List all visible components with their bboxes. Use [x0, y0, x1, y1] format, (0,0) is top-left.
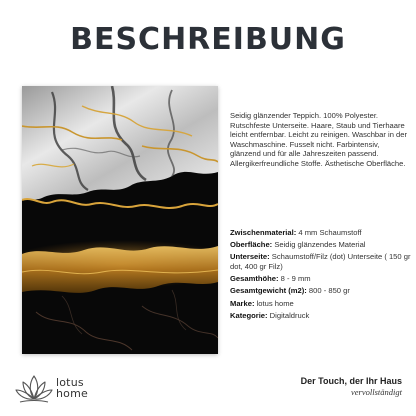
spec-value: 800 - 850 gr: [306, 286, 350, 296]
spec-value: 8 - 9 mm: [278, 274, 311, 284]
product-description: Seidig glänzender Teppich. 100% Polyester. Rutschfeste Unterseite. Haare, Staub und Tierhaare leicht entfernbar. Leicht zu reinigen. Waschbar in der Waschmaschine. Fusselt nicht. Farbintensiv, glänzend und für alle Jahreszeiten passend. Allergikerfreundliche Stoffe. Ästhetische Oberfläche.: [230, 111, 408, 168]
lotus-flower-icon: [14, 372, 54, 406]
spec-value: Seidig glänzendes Material: [272, 240, 366, 250]
spec-item: [230, 311, 412, 321]
brand-name: [56, 377, 88, 399]
spec-value: lotus home: [254, 298, 294, 308]
spec-item: [230, 240, 412, 250]
spec-item: [230, 286, 412, 296]
spec-item: [230, 274, 412, 284]
slogan: [301, 376, 402, 397]
spec-list: [230, 228, 412, 323]
spec-item: [230, 252, 412, 271]
spec-item: [230, 299, 412, 309]
slogan-line2: vervollständigt: [351, 387, 402, 397]
product-image: [22, 86, 218, 354]
spec-label: Marke:: [230, 298, 255, 308]
brand-logo: [14, 372, 104, 408]
spec-value: Digitaldruck: [267, 310, 310, 320]
spec-item: [230, 228, 412, 238]
spec-value: 4 mm Schaumstoff: [296, 228, 362, 237]
marble-rug-image: [22, 86, 218, 354]
page-title: BESCHREIBUNG: [70, 22, 346, 57]
spec-label: Gesamthöhe:: [230, 274, 279, 284]
spec-label: Gesamtgewicht (m2):: [230, 286, 307, 296]
brand-name-line2: home: [56, 387, 88, 400]
spec-value: Schaumstoff/Filz (dot) Unterseite ( 150 gr dot, 400 gr Filz): [230, 252, 411, 271]
spec-label: Oberfläche:: [230, 240, 273, 250]
slogan-line1: Der Touch, der Ihr Haus: [300, 376, 402, 386]
spec-label: Unterseite:: [230, 252, 270, 262]
brand-name-line1: lotus: [56, 376, 84, 389]
spec-label: Kategorie:: [230, 310, 268, 320]
spec-label: Zwischenmaterial:: [230, 228, 297, 237]
